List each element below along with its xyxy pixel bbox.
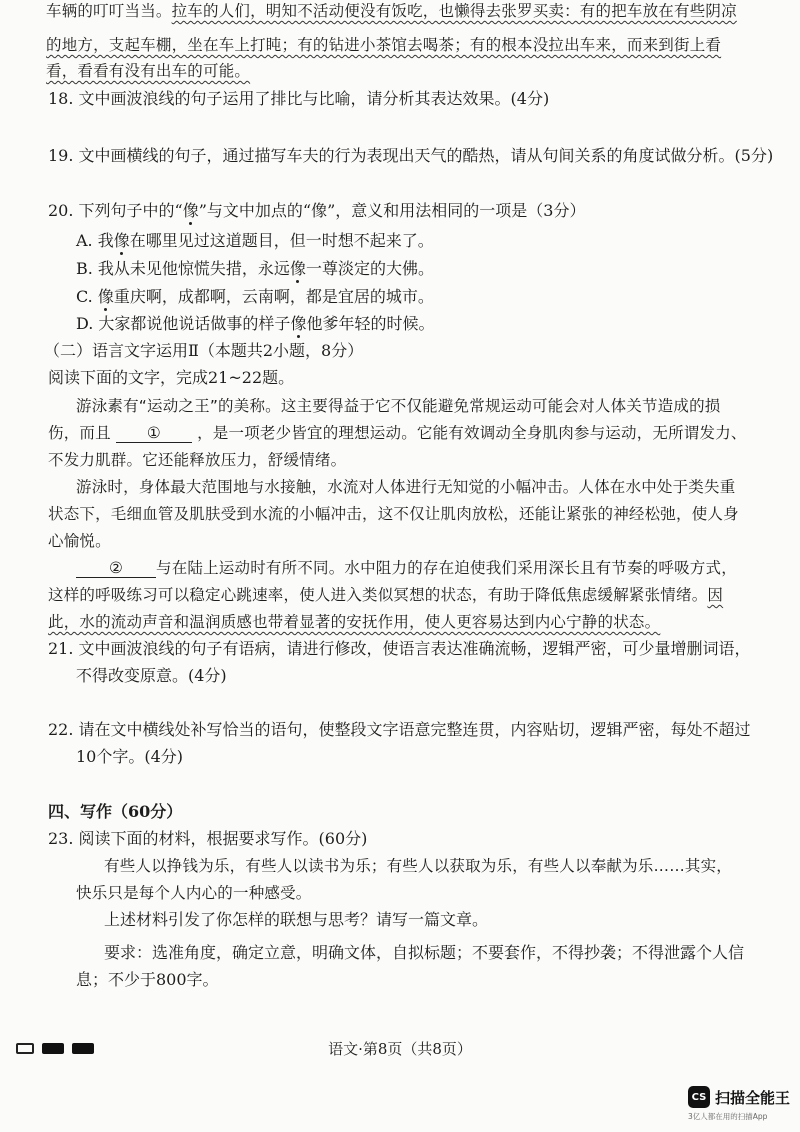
section-2-title: （二）语言文字运用Ⅱ（本题共2小题，8分） — [44, 341, 364, 360]
watermark-title: 扫描全能王 — [715, 1088, 791, 1107]
question-21-line1: 21. 文中画波浪线的句子有语病，请进行修改，使语言表达准确流畅，逻辑严密，可少量增删词语， — [48, 639, 751, 658]
passage2-p3-line1: ② 与在陆上运动时有所不同。水中阻力的存在迫使我们采用深长且有节奏的呼吸方式， — [76, 557, 737, 579]
page-number: 语文·第8页（共8页） — [328, 1040, 472, 1058]
dotted-char: 像 — [113, 231, 130, 250]
wavy-sentence: 因 — [707, 586, 724, 604]
question-20-option-c: C. 像重庆啊，成都啊，云南啊，都是宜居的城市。 — [76, 287, 434, 306]
passage1-text: 车辆的叮叮当当。 — [46, 2, 172, 20]
passage2-p2-line2: 状态下，毛细血管及肌肤受到水流的小幅冲击，这不仅让肌肉放松，还能让紧张的神经松弛，使人身 — [48, 505, 739, 523]
answer-blank-1: ① — [116, 424, 192, 443]
question-23-stem: 23. 阅读下面的材料，根据要求写作。(60分) — [48, 829, 368, 848]
section-2-instruction: 阅读下面的文字，完成21~22题。 — [48, 368, 295, 387]
answer-blank-2: ② — [76, 559, 156, 578]
passage2-p2-line3: 心愉悦。 — [48, 532, 111, 550]
dotted-char: 像 — [97, 287, 114, 306]
passage2-p2-line1: 游泳时，身体最大范围地与水接触，水流对人体进行无知觉的小幅冲击。人体在水中处于类失重 — [76, 478, 736, 496]
scanner-watermark — [688, 1086, 790, 1108]
question-22-line2: 10个字。(4分) — [76, 747, 184, 766]
wavy-sentence-end: 看，看看有没有出车的可能。 — [46, 62, 251, 80]
camscanner-logo-icon: CS — [688, 1086, 710, 1108]
passage2-p3-line3 — [48, 611, 660, 633]
question-20-option-b: B. 我从未见他惊慌失措，永远像一尊淡定的大佛。 — [76, 259, 434, 278]
passage2-p1-line2: 伤，而且 ① ，是一项老少皆宜的理想运动。它能有效调动全身肌肉参与运动，无所谓发力、 — [48, 424, 747, 442]
question-23-requirement-line1: 要求：选准角度，确定立意，明确文体，自拟标题；不要套作，不得抄袭；不得泄露个人信 — [104, 943, 745, 962]
dotted-char: 像 — [290, 314, 307, 333]
passage1-line1 — [46, 0, 737, 22]
passage2-p1-line1: 游泳素有“运动之王”的美称。这主要得益于它不仅能避免常规运动可能会对人体关节造成的损 — [76, 397, 721, 415]
dotted-char: 像 — [182, 201, 199, 220]
question-23-requirement-line2: 息；不少于800字。 — [76, 970, 219, 989]
question-20-option-d: D. 大家都说他说话做事的样子像他爹年轻的时候。 — [76, 314, 435, 333]
wavy-sentence-cont: 此，水的流动声音和温润质感也带着显著的安抚作用，使人更容易达到内心宁静的状态。 — [48, 613, 661, 631]
question-18: 18. 文中画波浪线的句子运用了排比与比喻，请分析其表达效果。(4分) — [48, 89, 550, 108]
passage2-p1-line3: 不发力肌群。它还能释放压力，舒缓情绪。 — [48, 451, 347, 469]
question-23-material-line2: 快乐只是每个人内心的一种感受。 — [76, 884, 312, 902]
question-20-option-a: A. 我像在哪里见过这道题目，但一时想不起来了。 — [76, 231, 434, 250]
passage1-line3 — [46, 60, 250, 82]
question-23-material-line1: 有些人以挣钱为乐，有些人以读书为乐；有些人以获取为乐，有些人以奉献为乐……其实， — [104, 857, 733, 875]
question-19: 19. 文中画横线的句子，通过描写车夫的行为表现出天气的酷热，请从句间关系的角度试做分析。(5分) — [48, 146, 774, 165]
question-21-line2: 不得改变原意。(4分) — [76, 666, 227, 685]
watermark-subtitle: 3亿人都在用的扫描App — [688, 1112, 768, 1121]
question-23-prompt: 上述材料引发了你怎样的联想与思考？请写一篇文章。 — [104, 910, 489, 929]
section-4-title: 四、写作（60分） — [48, 802, 183, 821]
question-20-stem: 20. 下列句子中的“像”与文中加点的“像”，意义和用法相同的一项是（3分） — [48, 201, 586, 220]
passage1-line2 — [46, 34, 721, 56]
wavy-sentence-cont: 的地方，支起车棚，坐在车上打盹；有的钻进小茶馆去喝茶；有的根本没拉出车来，而来到街上看 — [46, 36, 722, 54]
wavy-sentence: 拉车的人们，明知不活动便没有饭吃，也懒得去张罗买卖：有的把车放在有些阴凉 — [171, 2, 737, 20]
dotted-char: 像 — [289, 259, 306, 278]
passage2-p3-line2: 这样的呼吸练习可以稳定心跳速率，使人进入类似冥想的状态，有助于降低焦虑缓解紧张情绪。因 — [48, 586, 724, 604]
question-22-line1: 22. 请在文中横线处补写恰当的语句，使整段文字语意完整连贯，内容贴切，逻辑严密，每处不超过 — [48, 720, 751, 739]
